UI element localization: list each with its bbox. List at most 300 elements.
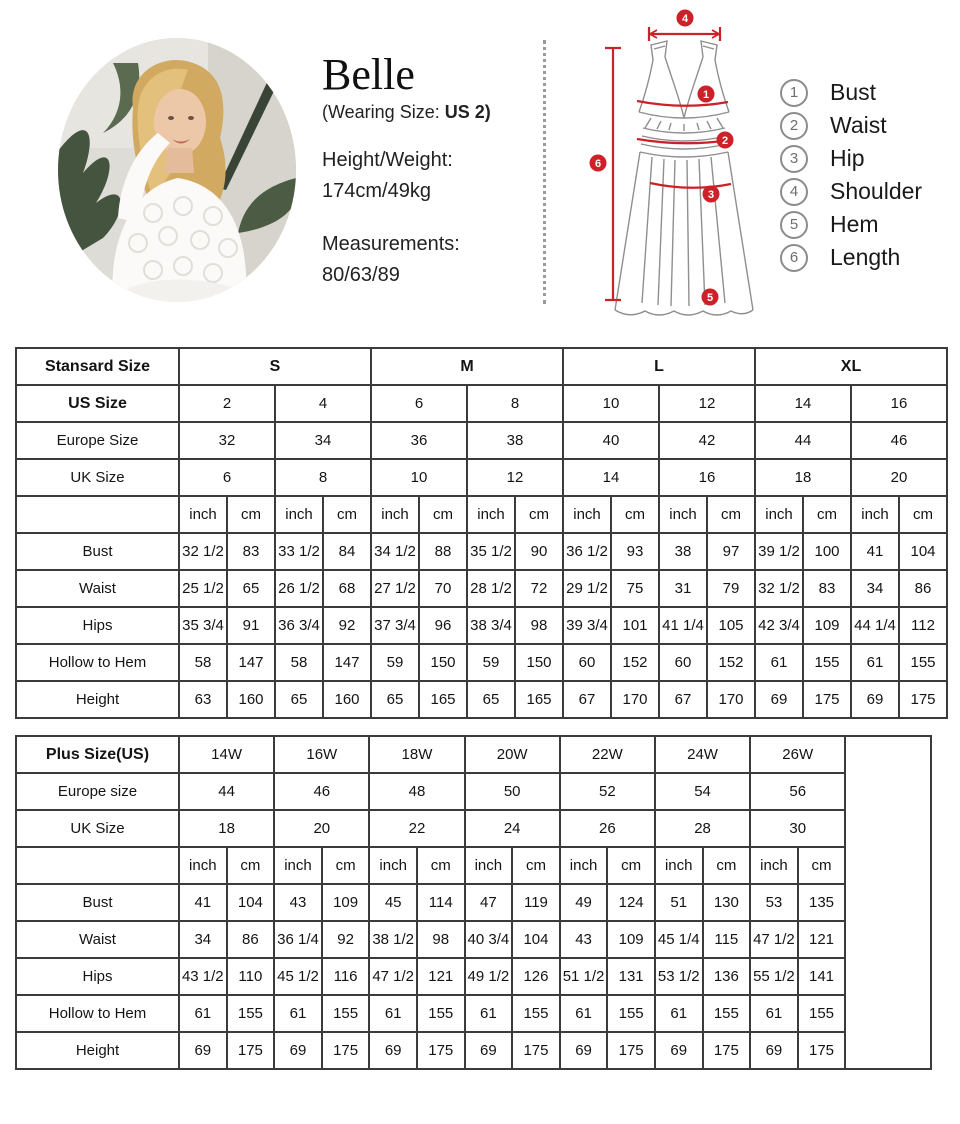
unit-header: cm [798,847,846,884]
size-value-cell: 10 [563,385,659,422]
bust-marker: 1 [702,89,710,101]
unit-header: cm [515,496,563,533]
size-value-cell: 48 [369,773,464,810]
size-group-header: S [179,348,371,385]
measure-value-cell: 121 [417,958,465,995]
row-header: UK Size [16,810,179,847]
measure-value-cell: 155 [607,995,655,1032]
measure-value-cell: 72 [515,570,563,607]
measure-value-cell: 155 [899,644,947,681]
measure-value-cell: 33 1/2 [275,533,323,570]
measure-value-cell: 119 [512,884,560,921]
brand-title: Belle [322,50,415,99]
size-value-cell: 44 [755,422,851,459]
size-value-cell: 20 [274,810,369,847]
measure-value-cell: 47 1/2 [369,958,417,995]
measure-value-cell: 69 [655,1032,703,1069]
table-row [16,607,947,644]
measure-value-cell: 61 [465,995,513,1032]
measure-value-cell: 35 1/2 [467,533,515,570]
measure-value-cell: 135 [798,884,846,921]
measure-value-cell: 175 [322,1032,370,1069]
measure-value-cell: 51 [655,884,703,921]
measure-value-cell: 38 1/2 [369,921,417,958]
unit-header: inch [467,496,515,533]
measure-value-cell: 61 [369,995,417,1032]
measure-value-cell: 175 [417,1032,465,1069]
measure-value-cell: 32 1/2 [755,570,803,607]
measure-value-cell: 61 [755,644,803,681]
measure-value-cell: 155 [703,995,751,1032]
row-header: Waist [16,921,179,958]
table-row [16,921,931,958]
measure-value-cell: 61 [851,644,899,681]
measure-value-cell: 65 [371,681,419,718]
measure-value-cell: 36 1/4 [274,921,322,958]
unit-header: inch [179,496,227,533]
row-header [16,496,179,533]
unit-header: cm [419,496,467,533]
measure-value-cell: 88 [419,533,467,570]
unit-header: inch [369,847,417,884]
measure-value-cell: 60 [563,644,611,681]
measure-value-cell: 44 1/4 [851,607,899,644]
measure-value-cell: 70 [419,570,467,607]
measure-value-cell: 130 [703,884,751,921]
measure-value-cell: 42 3/4 [755,607,803,644]
table-row [16,810,931,847]
unit-header: cm [227,496,275,533]
measure-value-cell: 39 1/2 [755,533,803,570]
measure-value-cell: 109 [607,921,655,958]
measure-value-cell: 155 [417,995,465,1032]
size-value-cell: 12 [467,459,563,496]
circled-number-icon: 1 [780,79,808,107]
measure-value-cell: 41 [179,884,227,921]
measure-value-cell: 31 [659,570,707,607]
waist-marker: 2 [721,135,729,147]
row-header: UK Size [16,459,179,496]
row-header: Europe Size [16,422,179,459]
unit-header: inch [563,496,611,533]
header-section [0,0,960,345]
measurements-value: 80/63/89 [322,264,400,287]
unit-header: cm [899,496,947,533]
measure-value-cell: 141 [798,958,846,995]
row-header: Height [16,1032,179,1069]
size-group-header: 26W [750,736,845,773]
measure-value-cell: 55 1/2 [750,958,798,995]
hem-marker: 5 [706,292,714,304]
size-group-header: 20W [465,736,560,773]
measure-value-cell: 175 [899,681,947,718]
unit-header: cm [703,847,751,884]
measure-value-cell: 86 [227,921,275,958]
measure-value-cell: 131 [607,958,655,995]
size-group-header: M [371,348,563,385]
unit-header: cm [417,847,465,884]
measure-value-cell: 65 [467,681,515,718]
measure-value-cell: 104 [227,884,275,921]
measure-value-cell: 155 [322,995,370,1032]
row-header: US Size [16,385,179,422]
circled-number-icon: 3 [780,145,808,173]
unit-header: inch [275,496,323,533]
legend-item [780,175,922,208]
legend-item [780,76,922,109]
measurements-label: Measurements: [322,233,460,256]
size-value-cell: 8 [275,459,371,496]
size-value-cell: 38 [467,422,563,459]
hip-marker: 3 [707,189,715,201]
measure-value-cell: 112 [899,607,947,644]
measure-value-cell: 43 1/2 [179,958,227,995]
measure-value-cell: 60 [659,644,707,681]
legend-label: Shoulder [830,178,923,204]
measure-value-cell: 41 [851,533,899,570]
legend-label: Hip [830,145,865,171]
model-info-block [322,52,537,291]
size-value-cell: 16 [851,385,947,422]
measure-value-cell: 43 [274,884,322,921]
table-row [16,884,931,921]
measure-value-cell: 69 [274,1032,322,1069]
unit-header: inch [851,496,899,533]
size-value-cell: 4 [275,385,371,422]
measure-value-cell: 61 [274,995,322,1032]
legend-label: Waist [830,112,887,138]
table-row [16,533,947,570]
measure-value-cell: 69 [465,1032,513,1069]
measure-value-cell: 58 [275,644,323,681]
measure-value-cell: 175 [703,1032,751,1069]
measure-value-cell: 126 [512,958,560,995]
measure-value-cell: 40 3/4 [465,921,513,958]
measure-value-cell: 160 [323,681,371,718]
unit-header: cm [227,847,275,884]
size-value-cell: 6 [371,385,467,422]
measure-value-cell: 79 [707,570,755,607]
circled-number-icon: 5 [780,211,808,239]
size-value-cell: 18 [179,810,274,847]
size-value-cell: 20 [851,459,947,496]
dotted-divider [543,40,546,304]
measure-value-cell: 152 [611,644,659,681]
measure-value-cell: 100 [803,533,851,570]
measure-value-cell: 110 [227,958,275,995]
row-header [16,847,179,884]
measurements [322,229,537,291]
size-value-cell: 54 [655,773,750,810]
shoulder-marker: 4 [681,13,689,25]
size-value-cell: 52 [560,773,655,810]
measure-value-cell: 121 [798,921,846,958]
legend-item [780,241,922,274]
measure-value-cell: 91 [227,607,275,644]
measure-value-cell: 49 1/2 [465,958,513,995]
measure-value-cell: 155 [798,995,846,1032]
unit-header: inch [560,847,608,884]
measure-value-cell: 29 1/2 [563,570,611,607]
measure-value-cell: 84 [323,533,371,570]
measure-value-cell: 150 [515,644,563,681]
size-value-cell: 22 [369,810,464,847]
measure-value-cell: 98 [417,921,465,958]
row-header: Europe size [16,773,179,810]
measure-value-cell: 39 3/4 [563,607,611,644]
table-row [16,422,947,459]
measure-value-cell: 25 1/2 [179,570,227,607]
circled-number-icon: 6 [780,244,808,272]
size-value-cell: 30 [750,810,845,847]
size-group-header: 22W [560,736,655,773]
size-value-cell: 14 [755,385,851,422]
table-row [16,1032,931,1069]
row-header: Plus Size(US) [16,736,179,773]
measure-value-cell: 47 1/2 [750,921,798,958]
unit-header: inch [659,496,707,533]
size-value-cell: 34 [275,422,371,459]
size-group-header: 14W [179,736,274,773]
size-value-cell: 12 [659,385,755,422]
measure-value-cell: 96 [419,607,467,644]
unit-header: inch [755,496,803,533]
measure-value-cell: 124 [607,884,655,921]
measure-value-cell: 105 [707,607,755,644]
measure-value-cell: 69 [560,1032,608,1069]
measure-value-cell: 67 [563,681,611,718]
measure-value-cell: 165 [419,681,467,718]
measure-value-cell: 63 [179,681,227,718]
unit-header: cm [323,496,371,533]
size-value-cell: 44 [179,773,274,810]
measure-value-cell: 83 [227,533,275,570]
measure-value-cell: 36 1/2 [563,533,611,570]
unit-header: inch [274,847,322,884]
measure-value-cell: 61 [655,995,703,1032]
legend-item [780,109,922,142]
size-value-cell: 8 [467,385,563,422]
legend-label: Hem [830,211,879,237]
size-value-cell: 32 [179,422,275,459]
measure-value-cell: 116 [322,958,370,995]
measure-value-cell: 109 [803,607,851,644]
size-value-cell: 10 [371,459,467,496]
measure-value-cell: 175 [607,1032,655,1069]
measure-value-cell: 34 [851,570,899,607]
legend-item [780,142,922,175]
measure-value-cell: 92 [322,921,370,958]
measure-value-cell: 69 [755,681,803,718]
legend-item [780,208,922,241]
measure-value-cell: 170 [707,681,755,718]
measure-value-cell: 41 1/4 [659,607,707,644]
length-marker: 6 [594,158,602,170]
measure-value-cell: 26 1/2 [275,570,323,607]
measure-value-cell: 152 [707,644,755,681]
table-row [16,847,931,884]
size-value-cell: 56 [750,773,845,810]
table-row [16,736,931,773]
measure-value-cell: 59 [467,644,515,681]
measure-value-cell: 49 [560,884,608,921]
size-value-cell: 40 [563,422,659,459]
size-value-cell: 24 [465,810,560,847]
measure-value-cell: 160 [227,681,275,718]
measure-value-cell: 155 [803,644,851,681]
measure-value-cell: 53 [750,884,798,921]
measure-value-cell: 51 1/2 [560,958,608,995]
measure-value-cell: 175 [798,1032,846,1069]
unit-header: inch [179,847,227,884]
table-row [16,995,931,1032]
size-value-cell: 42 [659,422,755,459]
measure-value-cell: 68 [323,570,371,607]
table-row [16,570,947,607]
row-header: Waist [16,570,179,607]
measure-value-cell: 34 [179,921,227,958]
model-photo-illustration [58,38,296,302]
unit-header: cm [607,847,655,884]
table-row [16,644,947,681]
measure-value-cell: 97 [707,533,755,570]
measurement-legend [780,76,922,274]
size-group-header: 18W [369,736,464,773]
circled-number-icon: 2 [780,112,808,140]
standard-size-table [15,347,948,719]
table-row [16,773,931,810]
measure-value-cell: 175 [512,1032,560,1069]
measure-value-cell: 170 [611,681,659,718]
measure-value-cell: 86 [899,570,947,607]
size-group-header: L [563,348,755,385]
table-row [16,496,947,533]
size-value-cell: 6 [179,459,275,496]
row-header: Hips [16,958,179,995]
size-value-cell: 18 [755,459,851,496]
measure-value-cell: 43 [560,921,608,958]
unit-header: inch [750,847,798,884]
measure-value-cell: 136 [703,958,751,995]
measure-value-cell: 27 1/2 [371,570,419,607]
table-row [16,385,947,422]
size-group-header: XL [755,348,947,385]
size-charts-section [0,347,960,1070]
model-photo [58,38,296,302]
measure-value-cell: 45 1/4 [655,921,703,958]
measure-value-cell: 150 [419,644,467,681]
wearing-size [322,102,537,123]
measure-value-cell: 104 [899,533,947,570]
plus-size-table [15,735,932,1070]
height-weight-value: 174cm/49kg [322,180,431,203]
size-value-cell: 16 [659,459,755,496]
measure-value-cell: 93 [611,533,659,570]
measure-value-cell: 34 1/2 [371,533,419,570]
measure-value-cell: 147 [323,644,371,681]
circled-number-icon: 4 [780,178,808,206]
measure-value-cell: 114 [417,884,465,921]
height-weight-label: Height/Weight: [322,149,453,172]
measure-value-cell: 115 [703,921,751,958]
row-header: Stansard Size [16,348,179,385]
legend-label: Length [830,244,901,270]
unit-header: inch [371,496,419,533]
measure-value-cell: 75 [611,570,659,607]
row-header: Hollow to Hem [16,995,179,1032]
unit-header: inch [465,847,513,884]
size-value-cell: 46 [274,773,369,810]
measure-value-cell: 98 [515,607,563,644]
measure-value-cell: 65 [275,681,323,718]
measure-value-cell: 36 3/4 [275,607,323,644]
size-value-cell: 46 [851,422,947,459]
empty-cell [845,736,931,1069]
unit-header: cm [803,496,851,533]
measure-value-cell: 65 [227,570,275,607]
size-group-header: 16W [274,736,369,773]
table-row [16,348,947,385]
measure-value-cell: 155 [227,995,275,1032]
measure-value-cell: 67 [659,681,707,718]
size-value-cell: 50 [465,773,560,810]
measure-value-cell: 69 [369,1032,417,1069]
measure-value-cell: 92 [323,607,371,644]
size-value-cell: 26 [560,810,655,847]
measure-value-cell: 38 [659,533,707,570]
measure-value-cell: 69 [851,681,899,718]
measure-value-cell: 104 [512,921,560,958]
unit-header: inch [655,847,703,884]
measure-value-cell: 155 [512,995,560,1032]
size-group-header: 24W [655,736,750,773]
measure-value-cell: 53 1/2 [655,958,703,995]
measure-value-cell: 69 [750,1032,798,1069]
row-header: Height [16,681,179,718]
wearing-size-prefix: (Wearing Size: [322,102,445,123]
measure-value-cell: 35 3/4 [179,607,227,644]
measure-value-cell: 61 [750,995,798,1032]
measure-value-cell: 45 1/2 [274,958,322,995]
measure-value-cell: 32 1/2 [179,533,227,570]
dress-diagram [553,0,778,340]
unit-header: cm [322,847,370,884]
wearing-size-value: US 2) [444,102,491,123]
measure-value-cell: 61 [179,995,227,1032]
legend-label: Bust [830,79,877,105]
row-header: Hips [16,607,179,644]
table-row [16,459,947,496]
unit-header: cm [707,496,755,533]
table-row [16,681,947,718]
measure-value-cell: 58 [179,644,227,681]
height-weight [322,145,537,207]
measure-value-cell: 175 [227,1032,275,1069]
row-header: Hollow to Hem [16,644,179,681]
measure-value-cell: 37 3/4 [371,607,419,644]
measure-value-cell: 147 [227,644,275,681]
size-value-cell: 2 [179,385,275,422]
measure-value-cell: 45 [369,884,417,921]
measure-value-cell: 165 [515,681,563,718]
size-value-cell: 14 [563,459,659,496]
unit-header: cm [512,847,560,884]
measure-value-cell: 101 [611,607,659,644]
measure-value-cell: 83 [803,570,851,607]
measure-value-cell: 90 [515,533,563,570]
size-value-cell: 28 [655,810,750,847]
measure-value-cell: 28 1/2 [467,570,515,607]
